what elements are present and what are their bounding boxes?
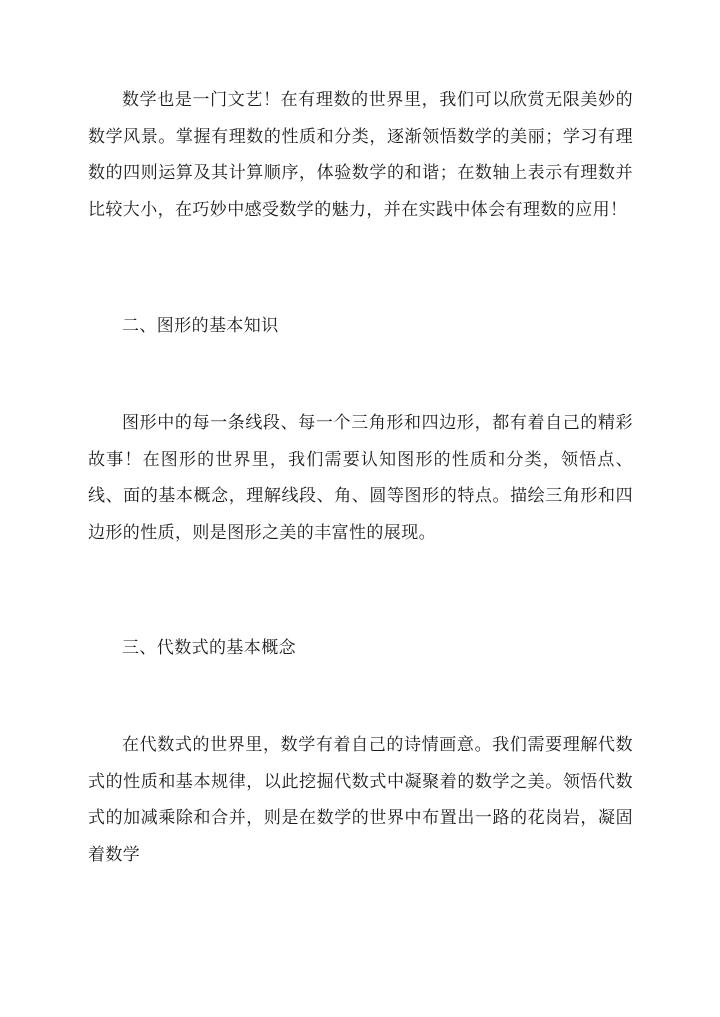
section-heading-algebraic-expressions: 三、代数式的基本概念 <box>122 638 296 658</box>
paragraph-geometry: 图形中的每一条线段、每一个三角形和四边形，都有着自己的精彩故事！在图形的世界里，我们需要认知图形的性质和分类，领悟点、线、面的基本概念，理解线段、角、圆等图形的特点。描绘三角形和四边形的性质，则是图形之美的丰富性的展现。 <box>88 413 633 543</box>
paragraph-rational-numbers: 数学也是一门文艺！在有理数的世界里，我们可以欣赏无限美妙的数学风景。掌握有理数的性质和分类，逐渐领悟数学的美丽；学习有理数的四则运算及其计算顺序，体验数学的和谐；在数轴上表示有理数并比较大小，在巧妙中感受数学的魅力，并在实践中体会有理数的应用！ <box>88 90 633 220</box>
paragraph-algebraic-expressions: 在代数式的世界里，数学有着自己的诗情画意。我们需要理解代数式的性质和基本规律，以此挖掘代数式中凝聚着的数学之美。领悟代数式的加减乘除和合并，则是在数学的世界中布置出一路的花岗岩，凝固着数学 <box>88 735 633 865</box>
section-heading-geometry: 二、图形的基本知识 <box>122 316 279 336</box>
